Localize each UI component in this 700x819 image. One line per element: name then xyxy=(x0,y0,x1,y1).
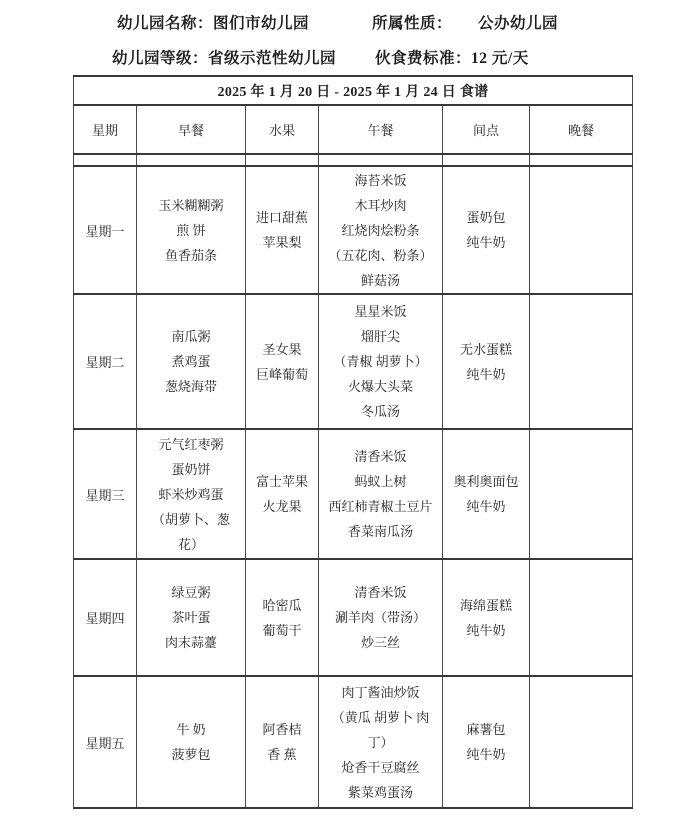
table-header-row xyxy=(74,105,633,154)
cell-friday-lunch xyxy=(319,676,443,808)
dish-line: 绿豆粥 xyxy=(171,585,211,600)
cell-monday-snack xyxy=(443,166,530,294)
cell-tuesday-day: 星期二 xyxy=(74,294,137,429)
dish-line: 海苔米饭 xyxy=(354,172,407,188)
kindergarten-name-label: 幼儿园名称： xyxy=(117,15,214,32)
dish-line: 香 蕉 xyxy=(267,747,297,762)
table-row-friday xyxy=(74,676,633,808)
dish-line: （五花肉、粉条） xyxy=(328,247,433,263)
cell-monday-dinner xyxy=(530,166,633,294)
cell-wednesday-day: 星期三 xyxy=(74,429,137,559)
cell-tuesday-fruit xyxy=(246,294,319,429)
spacer-cell xyxy=(530,154,633,166)
dish-line: （胡萝卜、葱 xyxy=(151,511,230,527)
info-line1-left xyxy=(117,11,309,33)
dish-line: 玉米糊糊粥 xyxy=(158,197,224,213)
dish-line: 鱼香茄条 xyxy=(164,247,217,263)
dish-line: 阿香桔 xyxy=(262,722,302,737)
column-header-day: 星期 xyxy=(74,105,137,154)
dish-line: 香菜南瓜汤 xyxy=(347,524,413,539)
cell-friday-fruit xyxy=(246,676,319,808)
table-row-thursday xyxy=(74,559,633,676)
dish-line: 蛋奶饼 xyxy=(171,461,211,477)
meal-fee-value: 12 元/天 xyxy=(471,50,529,67)
dish-line: 纯牛奶 xyxy=(466,366,506,382)
cell-monday-day: 星期一 xyxy=(74,166,137,294)
dish-line: 红烧肉烩粉条 xyxy=(341,222,420,238)
dish-line: 花） xyxy=(177,536,204,552)
dish-line: 炒三丝 xyxy=(360,635,400,650)
dish-line: 菠萝包 xyxy=(171,747,211,762)
dish-line: 奥利奥面包 xyxy=(453,474,519,489)
dish-line: 海绵蛋糕 xyxy=(459,597,512,613)
dish-line: 虾米炒鸡蛋 xyxy=(158,486,224,502)
cell-friday-breakfast xyxy=(137,676,246,808)
column-header-fruit: 水果 xyxy=(246,105,319,154)
dish-line: 煎 饼 xyxy=(176,222,206,238)
dish-line: 富士苹果 xyxy=(255,474,308,489)
dish-line: 蚂蚁上树 xyxy=(354,474,407,489)
cell-tuesday-snack xyxy=(443,294,530,429)
dish-line: 紫菜鸡蛋汤 xyxy=(347,784,413,800)
dish-line: 肉丁酱油炒饭 xyxy=(341,684,420,700)
dish-line: 丁） xyxy=(367,734,394,750)
cell-thursday-day: 星期四 xyxy=(74,559,137,676)
dish-line: 星星米饭 xyxy=(354,304,407,319)
cell-thursday-breakfast xyxy=(137,559,246,676)
dish-line: 纯牛奶 xyxy=(466,622,506,638)
cell-thursday-snack xyxy=(443,559,530,676)
dish-line: 肉末蒜薹 xyxy=(164,635,217,650)
dish-line: 纯牛奶 xyxy=(466,235,506,250)
info-line1-right xyxy=(372,11,558,33)
cell-tuesday-lunch xyxy=(319,294,443,429)
meal-fee-label: 伙食费标准： xyxy=(375,50,472,67)
dish-line: 熘肝尖 xyxy=(360,329,400,344)
table-row-tuesday xyxy=(74,294,633,429)
dish-line: 哈密瓜 xyxy=(262,597,302,613)
cell-monday-lunch xyxy=(319,166,443,294)
table-title-row xyxy=(74,76,633,105)
dish-line: 纯牛奶 xyxy=(466,747,506,762)
dish-line: 纯牛奶 xyxy=(466,499,506,514)
cell-wednesday-dinner xyxy=(530,429,633,559)
spacer-cell xyxy=(246,154,319,166)
cell-friday-snack xyxy=(443,676,530,808)
spacer-cell xyxy=(443,154,530,166)
grade-value: 省级示范性幼儿园 xyxy=(208,50,337,67)
cell-tuesday-dinner xyxy=(530,294,633,429)
ownership-value: 公办幼儿园 xyxy=(478,15,559,32)
dish-line: 苹果梨 xyxy=(262,235,302,250)
cell-wednesday-snack xyxy=(443,429,530,559)
dish-line: 煮鸡蛋 xyxy=(171,354,211,369)
dish-line: 麻薯包 xyxy=(466,722,506,737)
column-header-lunch: 午餐 xyxy=(319,105,443,154)
ownership-label: 所属性质： xyxy=(372,15,453,32)
cell-tuesday-breakfast xyxy=(137,294,246,429)
dish-line: 无水蛋糕 xyxy=(459,341,512,357)
dish-line: 鲜菇汤 xyxy=(360,272,400,288)
weekly-menu-table xyxy=(73,75,633,809)
table-row-monday xyxy=(74,166,633,294)
grade-label: 幼儿园等级： xyxy=(112,50,209,67)
dish-line: 木耳炒肉 xyxy=(354,197,407,213)
column-header-dinner: 晚餐 xyxy=(530,105,633,154)
dish-line: 元气红枣粥 xyxy=(158,436,224,452)
spacer-row xyxy=(74,154,633,166)
dish-line: 牛 奶 xyxy=(176,722,206,737)
dish-line: 蛋奶包 xyxy=(466,210,506,225)
dish-line: 西红柿青椒土豆片 xyxy=(328,499,433,514)
dish-line: （青椒 胡萝卜） xyxy=(333,354,428,369)
dish-line: 葡萄干 xyxy=(262,622,302,638)
dish-line: 涮羊肉（带汤） xyxy=(334,610,426,625)
cell-wednesday-fruit xyxy=(246,429,319,559)
kindergarten-name-value: 图们市幼儿园 xyxy=(213,15,310,32)
cell-thursday-lunch xyxy=(319,559,443,676)
cell-monday-fruit xyxy=(246,166,319,294)
dish-line: 茶叶蛋 xyxy=(171,610,211,625)
spacer-cell xyxy=(74,154,137,166)
column-header-breakfast: 早餐 xyxy=(137,105,246,154)
cell-thursday-dinner xyxy=(530,559,633,676)
dish-line: 冬瓜汤 xyxy=(360,404,400,419)
dish-line: 炝香干豆腐丝 xyxy=(341,759,420,775)
dish-line: 火爆大头菜 xyxy=(347,379,413,394)
column-header-snack: 间点 xyxy=(443,105,530,154)
dish-line: 清香米饭 xyxy=(354,449,407,464)
spacer-cell xyxy=(137,154,246,166)
info-line2-right xyxy=(375,46,529,68)
cell-wednesday-lunch xyxy=(319,429,443,559)
dish-line: 南瓜粥 xyxy=(171,329,211,344)
dish-line: （黄瓜 胡萝卜 肉 xyxy=(331,709,430,725)
dish-line: 圣女果 xyxy=(262,341,302,357)
dish-line: 火龙果 xyxy=(262,499,302,514)
table-title: 2025 年 1 月 20 日 - 2025 年 1 月 24 日 食谱 xyxy=(74,76,633,105)
dish-line: 进口甜蕉 xyxy=(255,210,308,225)
cell-wednesday-breakfast xyxy=(137,429,246,559)
cell-friday-day: 星期五 xyxy=(74,676,137,808)
dish-line: 巨峰葡萄 xyxy=(255,366,308,382)
cell-friday-dinner xyxy=(530,676,633,808)
dish-line: 葱烧海带 xyxy=(164,379,217,394)
spacer-cell xyxy=(319,154,443,166)
cell-monday-breakfast xyxy=(137,166,246,294)
dish-line: 清香米饭 xyxy=(354,585,407,600)
info-line2-left xyxy=(112,46,336,68)
cell-thursday-fruit xyxy=(246,559,319,676)
table-row-wednesday xyxy=(74,429,633,559)
